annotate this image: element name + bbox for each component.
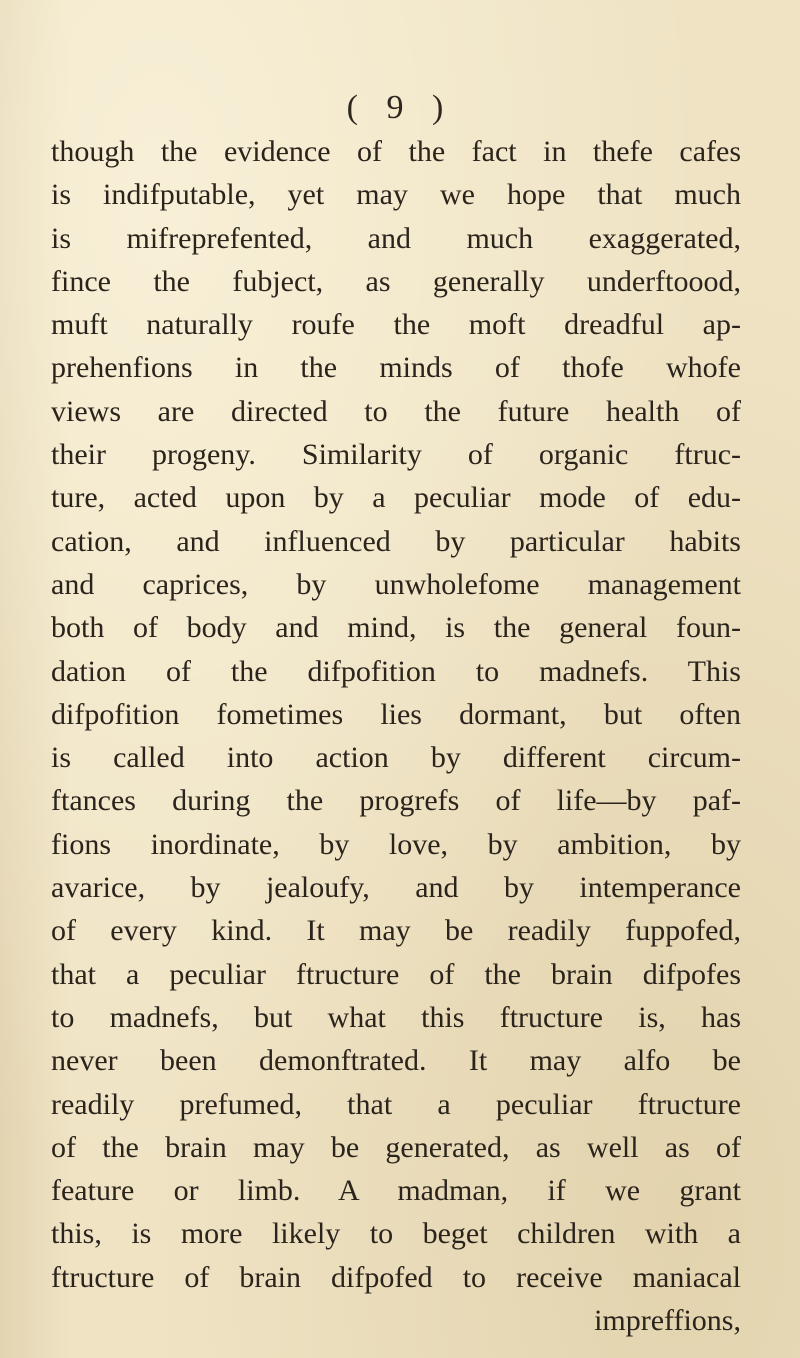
text-line: of every kind. It may be readily fuppofed, <box>51 914 741 948</box>
text-line: to madnefs, but what this ftructure is, has <box>51 1000 741 1034</box>
text-line: dation of the difpofition to madnefs. This <box>51 654 741 688</box>
text-line: never been demonftrated. It may alfo be <box>51 1044 741 1078</box>
text-line: avarice, by jealoufy, and by intemperance <box>51 871 741 905</box>
page-number: ( 9 ) <box>346 89 454 126</box>
text-line: both of body and mind, is the general foun- <box>51 611 741 645</box>
text-line: readily prefumed, that a peculiar ftructure <box>51 1087 741 1121</box>
text-line: fince the fubject, as generally underftoood, <box>51 264 741 298</box>
text-line: though the evidence of the fact in thefe cafes <box>51 135 741 168</box>
text-line: prehenfions in the minds of thofe whofe <box>51 351 741 385</box>
body-text <box>51 130 741 1342</box>
text-line: is called into action by different circum- <box>51 741 741 775</box>
text-line: and caprices, by unwholefome management <box>51 567 741 601</box>
text-line: cation, and influenced by particular habits <box>51 524 741 558</box>
text-line: fions inordinate, by love, by ambition, by <box>51 827 741 861</box>
text-line: that a peculiar ftructure of the brain difpofes <box>51 957 741 991</box>
text-line: ftructure of brain difpofed to receive maniacal <box>51 1260 741 1294</box>
text-line: views are directed to the future health of <box>51 394 741 428</box>
text-line: ture, acted upon by a peculiar mode of edu- <box>51 481 741 515</box>
text-line: muft naturally roufe the moft dreadful ap- <box>51 308 741 342</box>
text-line: feature or limb. A madman, if we grant <box>51 1174 741 1208</box>
text-line: impreffions, <box>594 1304 741 1338</box>
text-line: this, is more likely to beget children with a <box>51 1217 741 1251</box>
text-line: is indifputable, yet may we hope that much <box>51 178 741 212</box>
text-line: their progeny. Similarity of organic ftruc- <box>51 438 741 472</box>
text-line: ftances during the progrefs of life—by paf- <box>51 784 741 818</box>
text-line: difpofition fometimes lies dormant, but often <box>51 697 741 731</box>
text-line: of the brain may be generated, as well as of <box>51 1130 741 1164</box>
text-line: is mifreprefented, and much exaggerated, <box>51 221 741 255</box>
